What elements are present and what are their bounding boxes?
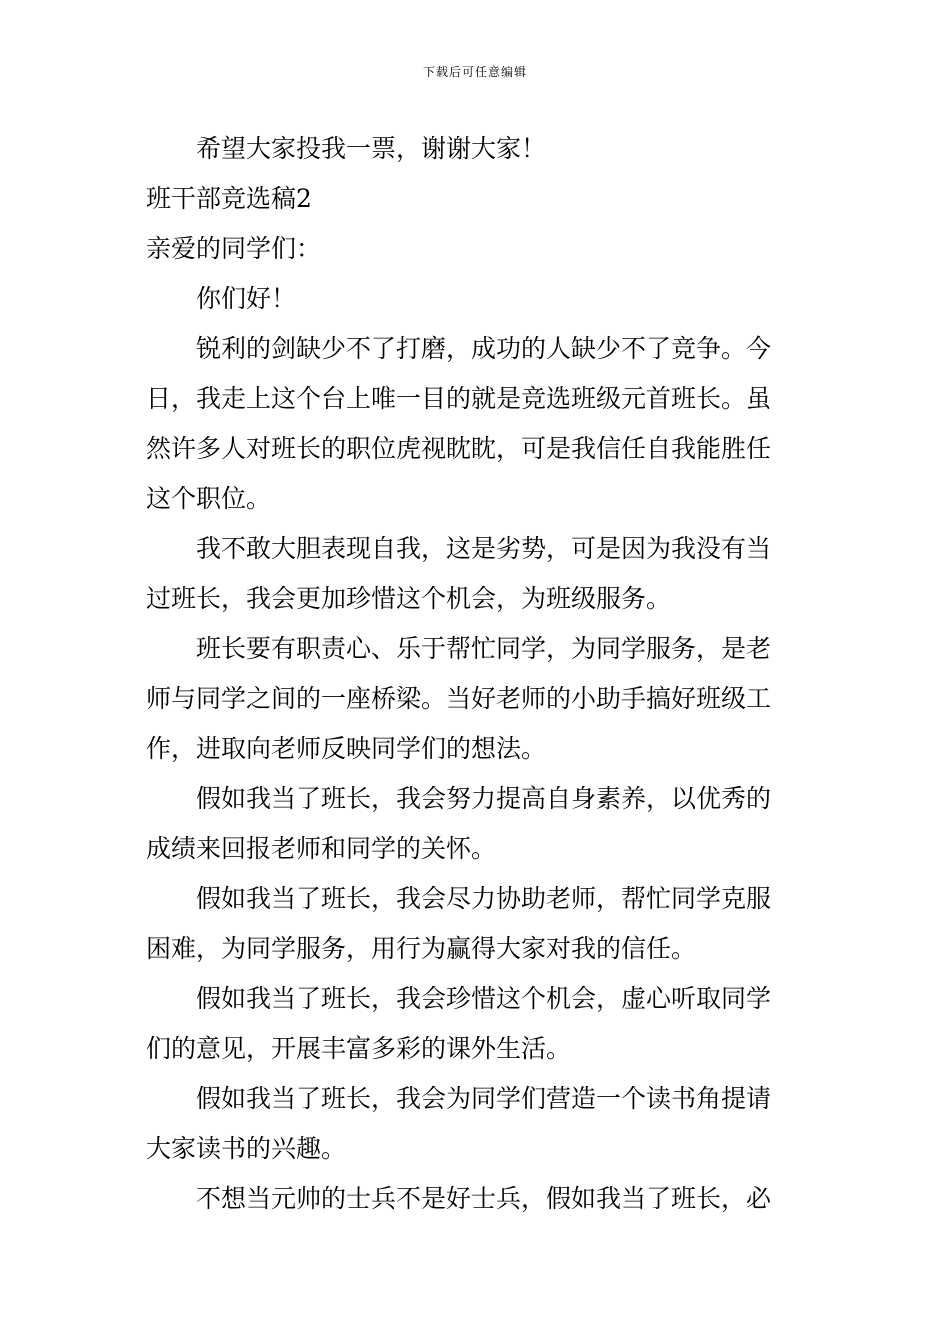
paragraph-line: 成绩来回报老师和同学的关怀。 <box>146 834 497 863</box>
document-body <box>146 124 808 1224</box>
greeting: 你们好！ <box>196 284 297 313</box>
paragraph-line: 我不敢大胆表现自我，这是劣势，可是因为我没有当 <box>196 534 772 563</box>
paragraph-line: 然许多人对班长的职位虎视眈眈，可是我信任自我能胜任 <box>146 434 772 463</box>
paragraph-line: 师与同学之间的一座桥梁。当好老师的小助手搞好班级工 <box>146 684 772 713</box>
closing-line: 希望大家投我一票，谢谢大家！ <box>196 134 547 163</box>
paragraph-line: 不想当元帅的士兵不是好士兵，假如我当了班长，必 <box>196 1184 772 1213</box>
page-header: 下载后可任意编辑 <box>422 65 527 79</box>
paragraph-line: 假如我当了班长，我会努力提高自身素养，以优秀的 <box>196 784 772 813</box>
document-title: 班干部竞选稿2 <box>146 184 312 213</box>
paragraph-line: 假如我当了班长，我会尽力协助老师，帮忙同学克服 <box>196 884 772 913</box>
paragraph-line: 假如我当了班长，我会珍惜这个机会，虚心听取同学 <box>196 984 772 1013</box>
paragraph-line: 大家读书的兴趣。 <box>146 1134 347 1163</box>
salutation: 亲爱的同学们： <box>146 234 322 263</box>
paragraph-line: 假如我当了班长，我会为同学们营造一个读书角提请 <box>196 1084 772 1113</box>
paragraph-line: 过班长，我会更加珍惜这个机会，为班级服务。 <box>146 584 672 613</box>
paragraph-line: 们的意见，开展丰富多彩的课外生活。 <box>146 1034 572 1063</box>
paragraph-line: 这个职位。 <box>146 484 272 513</box>
paragraph-line: 班长要有职责心、乐于帮忙同学，为同学服务，是老 <box>196 634 772 663</box>
paragraph-line: 困难，为同学服务，用行为赢得大家对我的信任。 <box>146 934 697 963</box>
paragraph-line: 锐利的剑缺少不了打磨，成功的人缺少不了竞争。今 <box>196 334 772 363</box>
paragraph-line: 日，我走上这个台上唯一目的就是竞选班级元首班长。虽 <box>146 384 772 413</box>
paragraph-line: 作，进取向老师反映同学们的想法。 <box>146 734 547 763</box>
